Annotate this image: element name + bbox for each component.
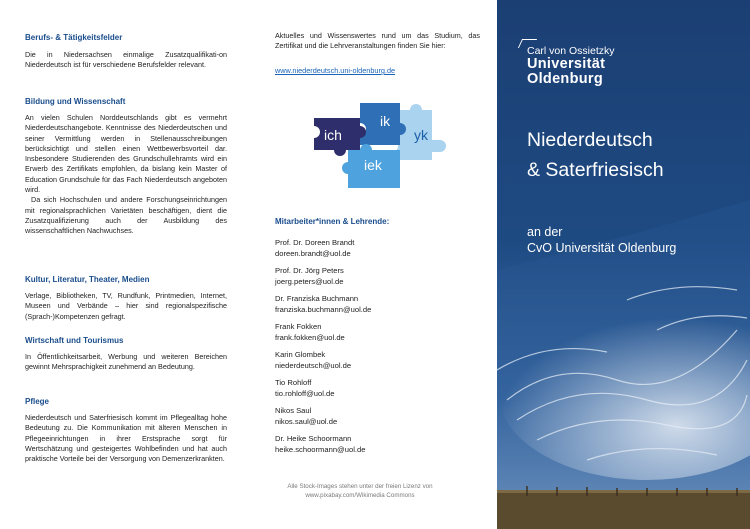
staff-email[interactable]: nikos.saul@uol.de [275, 417, 338, 426]
staff-entry [275, 405, 337, 427]
staff-entry [275, 237, 354, 259]
staff-name: Tio Rohloff [275, 378, 312, 387]
section-text: Verlage, Bibliotheken, TV, Rundfunk, Printmedien, Internet, Museen und Verbände – hier sind regionalspezifische (Sprach-)Kompetenzen gefragt. [25, 291, 227, 321]
website-link[interactable]: www.niederdeutsch.uni-oldenburg.de [275, 66, 396, 75]
staff-email[interactable]: tio.rohloff@uol.de [275, 389, 335, 398]
section-heading: Berufs- & Tätigkeitsfelder [25, 33, 123, 42]
staff-name: Karin Glombek [275, 350, 326, 359]
section-heading: Bildung und Wissenschaft [25, 97, 126, 106]
image-credits [275, 482, 445, 500]
intro-text: Aktuelles und Wissenswertes rund um das Studium, das Zertifikat und die Lehrveranstaltungen finden Sie hier: [275, 31, 480, 51]
cover-panel [497, 0, 750, 529]
cover-title-line-2: & Saterfriesisch [527, 159, 664, 181]
section-kultur [25, 275, 227, 322]
staff-name: Prof. Dr. Jörg Peters [275, 266, 344, 275]
cover-title [527, 125, 664, 185]
staff-name: Prof. Dr. Doreen Brandt [275, 238, 355, 247]
staff-heading: Mitarbeiter*innen & Lehrende: [275, 217, 390, 226]
puzzle-graphic [300, 88, 450, 198]
puzzle-label-ik: ik [380, 113, 391, 129]
staff-email[interactable]: heike.schoormann@uol.de [275, 445, 366, 454]
staff-email[interactable]: franziska.buchmann@uol.de [275, 305, 372, 314]
section-bildung [25, 97, 227, 237]
puzzle-label-iek: iek [364, 157, 382, 173]
cover-subtitle [527, 225, 676, 256]
cover-title-line-1: Niederdeutsch [527, 129, 653, 151]
staff-name: Dr. Heike Schoormann [275, 434, 352, 443]
staff-email[interactable]: frank.fokken@uol.de [275, 333, 345, 342]
university-logo [527, 45, 615, 87]
staff-entry [275, 433, 365, 455]
logo-line-1: Carl von Ossietzky [527, 45, 615, 57]
staff-email[interactable]: doreen.brandt@uol.de [275, 249, 351, 258]
cover-subtitle-line-1: an der [527, 225, 563, 239]
staff-name: Frank Fokken [275, 322, 322, 331]
section-berufsfelder [25, 33, 227, 71]
staff-entry [275, 321, 345, 343]
staff-email[interactable]: niederdeutsch@uol.de [275, 361, 352, 370]
section-text-2: Da sich Hochschulen und andere Forschungseinrichtungen mit regionalsprachlichen Varietäten beschäftigen, dient die Zusatzqualifizierung auch der Ausbildung des wissenschaftlichen Nachwuchses. [25, 195, 227, 236]
staff-entry [275, 265, 344, 287]
staff-name: Nikos Saul [275, 406, 312, 415]
staff-entry [275, 349, 351, 371]
section-text: Die in Niedersachsen einmalige Zusatzqualifikati-on Niederdeutsch ist für verschiedene Berufsfelder relevant. [25, 50, 227, 70]
section-heading: Wirtschaft und Tourismus [25, 336, 124, 345]
puzzle-piece-iek [342, 144, 400, 188]
staff-entry [275, 377, 335, 399]
credits-line-2: www.pixabay.com/Wikimedia Commons [305, 492, 415, 499]
staff-email[interactable]: joerg.peters@uol.de [275, 277, 344, 286]
puzzle-label-ich: ich [324, 127, 342, 143]
section-wirtschaft [25, 336, 227, 373]
logo-line-3: Oldenburg [527, 71, 603, 87]
logo-line-2: Universität [527, 56, 606, 72]
puzzle-label-yk: yk [414, 127, 428, 143]
section-heading: Kultur, Literatur, Theater, Medien [25, 275, 150, 284]
staff-entry [275, 293, 371, 315]
cover-subtitle-line-2: CvO Universität Oldenburg [527, 240, 677, 255]
section-text: Niederdeutsch und Saterfriesisch kommt im Pflegealltag hohe Bedeutung zu. Die Kommunikation mit älteren Menschen in Pflegeeinrichtungen in ihrer Erstsprache sorgt für Wertschätzung und gesteigertes Wohlbefinden und hat auch praktische Vorteile bei der Versorgung von Demenzerkrankten. [25, 413, 227, 464]
staff-name: Dr. Franziska Buchmann [275, 294, 359, 303]
puzzle-piece-ik [360, 103, 406, 145]
section-text: An vielen Schulen Norddeutschlands gibt es vermehrt Niederdeutschangebote. Kenntnisse des Niederdeutschen und seiner Vermittlung werden in Stellenausschreibungen berücksichtigt und stellen einen Wettbewerbsvorteil dar. Insbesondere Studierenden des Grundschullehramts wird ein Erwerb des Zertifikats empfohlen, da bislang kein Master of Education Grundschule für das Fach Niederdeutsch angeboten wird. [25, 113, 227, 195]
credits-line-1: Alle Stock-Images stehen unter der freien Lizenz von [287, 483, 433, 490]
section-heading: Pflege [25, 397, 50, 406]
section-text: In Öffentlichkeitsarbeit, Werbung und weiteren Bereichen gewinnt Mehrsprachigkeit zunehmend an Bedeutung. [25, 352, 227, 372]
section-pflege [25, 397, 227, 464]
